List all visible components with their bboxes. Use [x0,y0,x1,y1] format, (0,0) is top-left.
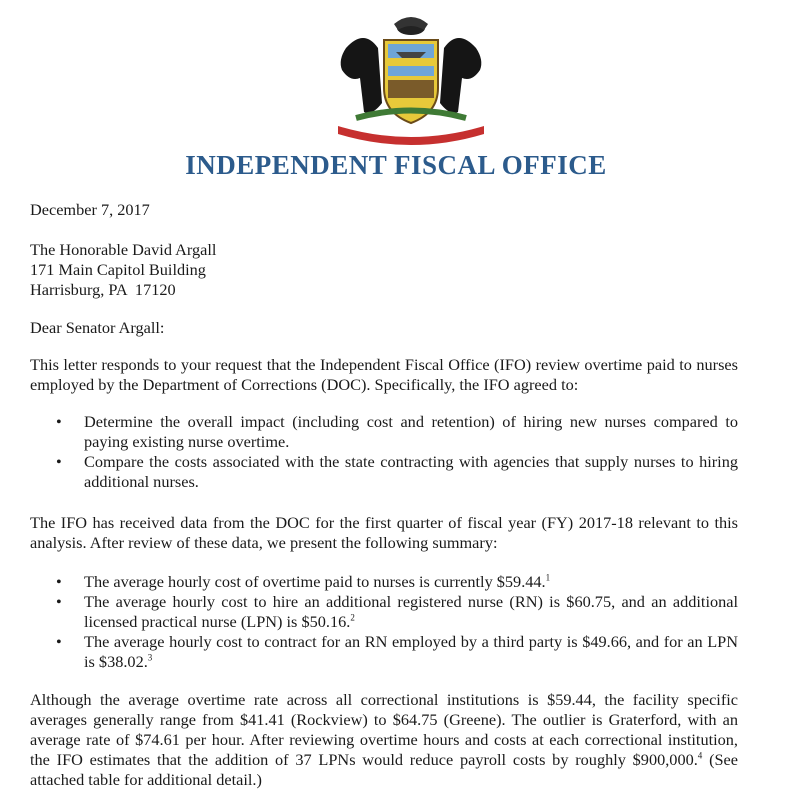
list-item-text: The average hourly cost of overtime paid to nurses is currently $59.44. [84,572,546,591]
list-item [56,592,738,632]
bullet-icon: • [56,632,62,651]
list-item [56,632,738,672]
letterhead-title: INDEPENDENT FISCAL OFFICE [185,150,607,180]
state-seal-icon [316,8,506,148]
footnote-marker: 4 [697,750,703,761]
intro-paragraph: This letter responds to your request that the Independent Fiscal Office (IFO) review overtime paid to nurses employed by the Department of Corrections (DOC). Specifically, the IFO agreed to: [30,355,738,394]
findings-text-end: (See attached table for additional detail.) [30,750,739,789]
recipient-line: 171 Main Capitol Building [30,260,206,279]
list-item [56,452,738,492]
list-item [56,572,738,592]
bullet-icon: • [56,412,62,431]
data-summary-paragraph: The IFO has received data from the DOC for the first quarter of fiscal year (FY) 2017-18 relevant to this analysis. After review of these data, we present the following summary: [30,513,738,552]
bullet-icon: • [56,452,62,471]
list-item-text: Compare the costs associated with the state contracting with agencies that supply nurses to hiring additional nurses. [84,452,738,491]
recipient-line: Harrisburg, PA 17120 [30,280,176,299]
list-item-text: The average hourly cost to hire an additional registered nurse (RN) is $60.75, and an additional licensed practical nurse (LPN) is $50.16. [84,592,738,631]
bullet-icon: • [56,592,62,611]
findings-text: Although the average overtime rate across all correctional institutions is $59.44, the facility specific averages generally range from $41.41 (Rockview) to $64.75 (Greene). The outlier is Graterford, with an average rate of $74.61 per hour. After reviewing overtime hours and costs at each correctional institution, the IFO estimates that the addition of 37 LPNs would reduce payroll costs by roughly $900,000. [30,690,738,769]
findings-paragraph [30,690,738,790]
list-item-text: Determine the overall impact (including cost and retention) of hiring new nurses compared to paying existing nurse overtime. [84,412,738,451]
recipient-address [30,240,738,300]
salutation: Dear Senator Argall: [30,318,165,337]
footnote-marker: 3 [147,652,153,663]
bullet-icon: • [56,572,62,591]
footnote-marker: 2 [350,612,355,623]
summary-list [56,572,738,672]
agreed-tasks-list [56,412,738,492]
recipient-line: The Honorable David Argall [30,240,217,259]
list-item-text: The average hourly cost to contract for an RN employed by a third party is $49.66, and for an LPN is $38.02. [84,632,738,671]
list-item [56,412,738,452]
footnote-marker: 1 [545,572,551,583]
letter-date: December 7, 2017 [30,200,150,219]
